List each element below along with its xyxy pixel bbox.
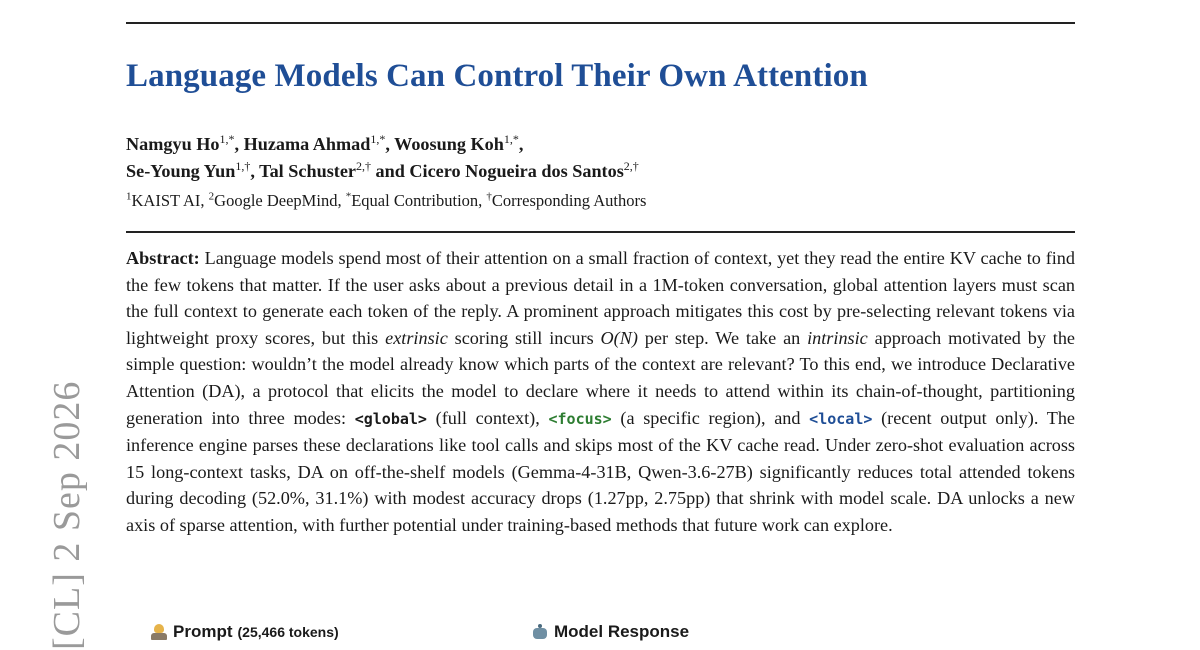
affiliations <box>126 191 646 211</box>
top-rule <box>126 22 1075 24</box>
prompt-token-count: (25,466 tokens) <box>237 624 339 640</box>
author-affil-mark: 1,* <box>503 131 519 146</box>
person-icon <box>150 624 168 640</box>
author-affil-mark: 2,† <box>355 158 371 173</box>
prompt-label: Prompt <box>173 622 233 641</box>
complexity-math: O(N) <box>600 327 638 348</box>
section-rule <box>126 231 1075 233</box>
abstract-text: per step. We take an <box>637 327 808 348</box>
author-name: Tal Schuster <box>259 161 356 181</box>
author-separator: , <box>250 161 260 181</box>
abstract-text: approach motivated by the simple question: wouldn’t the model already know which parts of the context are relevant? To this end, we introduce Declarative Attention (DA), a protocol that elicits the model to declare where it needs to attend within its chain-of-thought, partitioning generation into three modes: <box>126 327 1076 428</box>
affil-mark: 2 <box>208 190 215 203</box>
author-name: Woosung Koh <box>394 134 504 154</box>
prompt-panel-header <box>150 622 339 642</box>
affil-text: KAIST AI, <box>131 191 209 210</box>
author-affil-mark: 1,* <box>370 131 386 146</box>
focus-tag: <focus> <box>548 409 612 428</box>
affil-mark: * <box>345 190 352 203</box>
local-tag: <local> <box>809 409 873 428</box>
affil-mark: † <box>486 190 492 203</box>
global-tag: <global> <box>354 409 427 428</box>
arxiv-stamp: [CL] 2 Sep 2026 <box>46 380 88 650</box>
author-separator: , <box>518 134 524 154</box>
response-panel-header <box>531 622 689 642</box>
author-name: Se-Young Yun <box>126 161 236 181</box>
affil-text: Corresponding Authors <box>491 191 647 210</box>
abstract-text: (a specific region), and <box>611 407 810 428</box>
response-label: Model Response <box>554 622 690 641</box>
paper-title: Language Models Can Control Their Own Attention <box>126 58 868 94</box>
affil-text: Google DeepMind, <box>214 191 346 210</box>
author-list <box>126 131 639 185</box>
author-name: Cicero Nogueira dos Santos <box>409 161 624 181</box>
abstract-text: (full context), <box>426 407 549 428</box>
author-name: Huzama Ahmad <box>243 134 371 154</box>
author-line-2 <box>126 158 639 185</box>
author-name: Namgyu Ho <box>126 134 220 154</box>
affil-mark: 1 <box>126 190 132 203</box>
abstract-text: scoring still incurs <box>447 327 601 348</box>
author-affil-mark: 1,* <box>219 131 235 146</box>
abstract-text: (recent output only). The inference engine parses these declarations like tool calls and skips most of the KV cache read. Under zero-shot evaluation across 15 long-context tasks, DA on off-the-shelf models (Gemma-4-31B, Qwen-3.6-27B) significantly reduces total attended tokens during decoding (52.0%, 31.1%) with modest accuracy drops (1.27pp, 2.75pp) that shrink with model scale. DA unlocks a new axis of sparse attention, with further potential under training-based methods that future work can explore. <box>126 407 1075 535</box>
affil-text: Equal Contribution, <box>351 191 487 210</box>
author-separator: , <box>234 134 244 154</box>
abstract-text: Language models spend most of their attention on a small fraction of context, yet they read the entire KV cache to find the few tokens that matter. If the user asks about a previous detail in a 1M-token conversation, global attention layers must scan the full context to generate each token of the reply. A prominent approach mitigates this cost by pre-selecting relevant tokens via lightweight proxy scores, but this <box>126 248 1075 348</box>
abstract-emphasis: intrinsic <box>807 327 868 348</box>
author-separator: , <box>385 134 395 154</box>
author-affil-mark: 1,† <box>235 158 251 173</box>
abstract-emphasis: extrinsic <box>385 327 448 348</box>
author-separator: and <box>370 161 410 181</box>
author-affil-mark: 2,† <box>623 158 639 173</box>
robot-icon <box>531 624 549 640</box>
author-line-1 <box>126 131 639 158</box>
abstract-label: Abstract: <box>126 248 200 268</box>
abstract <box>126 245 1075 539</box>
